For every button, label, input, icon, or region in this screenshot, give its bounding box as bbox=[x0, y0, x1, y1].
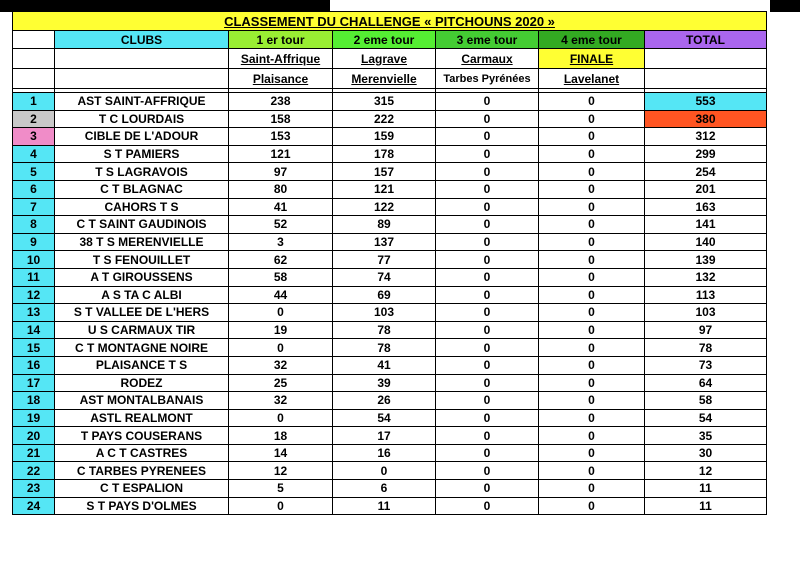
rank-cell: 22 bbox=[13, 462, 55, 480]
total-header: TOTAL bbox=[645, 31, 767, 49]
tour2-score-cell: 39 bbox=[333, 374, 436, 392]
tour2-score-cell: 54 bbox=[333, 409, 436, 427]
tour4-score-cell: 0 bbox=[539, 339, 645, 357]
rank-header-cell bbox=[13, 31, 55, 49]
tour2-score-cell: 0 bbox=[333, 462, 436, 480]
table-row bbox=[13, 268, 767, 286]
tour1-score-cell: 158 bbox=[229, 110, 333, 128]
tour2-score-cell: 77 bbox=[333, 251, 436, 269]
tour4-score-cell: 0 bbox=[539, 462, 645, 480]
rank-cell: 12 bbox=[13, 286, 55, 304]
total-score-cell: 64 bbox=[645, 374, 767, 392]
tour1-header: 1 er tour bbox=[229, 31, 333, 49]
table-row bbox=[13, 462, 767, 480]
total-score-cell: 113 bbox=[645, 286, 767, 304]
tour4-score-cell: 0 bbox=[539, 145, 645, 163]
club-name-cell: A S TA C ALBI bbox=[55, 286, 229, 304]
total-score-cell: 11 bbox=[645, 497, 767, 515]
tour3-score-cell: 0 bbox=[436, 216, 539, 234]
tour1-score-cell: 121 bbox=[229, 145, 333, 163]
tour3-score-cell: 0 bbox=[436, 145, 539, 163]
tour2-header: 2 eme tour bbox=[333, 31, 436, 49]
tour1-score-cell: 238 bbox=[229, 93, 333, 111]
tour2-score-cell: 103 bbox=[333, 304, 436, 322]
club-name-cell: C T MONTAGNE NOIRE bbox=[55, 339, 229, 357]
total-score-cell: 132 bbox=[645, 268, 767, 286]
tour1-score-cell: 52 bbox=[229, 216, 333, 234]
tour3-score-cell: 0 bbox=[436, 128, 539, 146]
table-row bbox=[13, 497, 767, 515]
tour3-score-cell: 0 bbox=[436, 233, 539, 251]
tour1-score-cell: 12 bbox=[229, 462, 333, 480]
clubs-header: CLUBS bbox=[55, 31, 229, 49]
tour3-score-cell: 0 bbox=[436, 480, 539, 498]
tour1-score-cell: 25 bbox=[229, 374, 333, 392]
total-score-cell: 139 bbox=[645, 251, 767, 269]
rank-cell: 8 bbox=[13, 216, 55, 234]
tour1-score-cell: 0 bbox=[229, 304, 333, 322]
tour2-score-cell: 137 bbox=[333, 233, 436, 251]
club-name-cell: T S FENOUILLET bbox=[55, 251, 229, 269]
tour1-score-cell: 80 bbox=[229, 180, 333, 198]
total-score-cell: 12 bbox=[645, 462, 767, 480]
tour4-score-cell: 0 bbox=[539, 128, 645, 146]
table-row bbox=[13, 163, 767, 181]
total-score-cell: 553 bbox=[645, 93, 767, 111]
tour3-score-cell: 0 bbox=[436, 163, 539, 181]
rank-cell: 15 bbox=[13, 339, 55, 357]
club-name-cell: PLAISANCE T S bbox=[55, 356, 229, 374]
table-row bbox=[13, 93, 767, 111]
tour3-score-cell: 0 bbox=[436, 462, 539, 480]
club-name-cell: C T BLAGNAC bbox=[55, 180, 229, 198]
rank-cell: 10 bbox=[13, 251, 55, 269]
venue-row-2 bbox=[13, 69, 767, 89]
total-score-cell: 30 bbox=[645, 444, 767, 462]
club-name-cell: A T GIROUSSENS bbox=[55, 268, 229, 286]
tour4-score-cell: 0 bbox=[539, 286, 645, 304]
table-row bbox=[13, 356, 767, 374]
rank-cell: 23 bbox=[13, 480, 55, 498]
venue-row-1 bbox=[13, 49, 767, 69]
tour1-venue-1: Saint-Affrique bbox=[229, 49, 333, 69]
rank-cell: 21 bbox=[13, 444, 55, 462]
club-name-cell: AST MONTALBANAIS bbox=[55, 392, 229, 410]
table-row bbox=[13, 180, 767, 198]
table-row bbox=[13, 304, 767, 322]
tour3-score-cell: 0 bbox=[436, 268, 539, 286]
club-name-cell: S T PAMIERS bbox=[55, 145, 229, 163]
tour3-score-cell: 0 bbox=[436, 321, 539, 339]
tour3-score-cell: 0 bbox=[436, 286, 539, 304]
tour1-score-cell: 18 bbox=[229, 427, 333, 445]
tour4-score-cell: 0 bbox=[539, 251, 645, 269]
tour4-score-cell: 0 bbox=[539, 409, 645, 427]
tour1-score-cell: 153 bbox=[229, 128, 333, 146]
rank-cell: 14 bbox=[13, 321, 55, 339]
total-score-cell: 140 bbox=[645, 233, 767, 251]
table-row bbox=[13, 427, 767, 445]
tour2-venue-2: Merenvielle bbox=[333, 69, 436, 89]
tour2-venue-1: Lagrave bbox=[333, 49, 436, 69]
table-row bbox=[13, 128, 767, 146]
total-score-cell: 299 bbox=[645, 145, 767, 163]
total-score-cell: 97 bbox=[645, 321, 767, 339]
tour2-score-cell: 74 bbox=[333, 268, 436, 286]
total-score-cell: 312 bbox=[645, 128, 767, 146]
tour4-score-cell: 0 bbox=[539, 480, 645, 498]
tour4-score-cell: 0 bbox=[539, 93, 645, 111]
tour2-score-cell: 89 bbox=[333, 216, 436, 234]
tour3-score-cell: 0 bbox=[436, 251, 539, 269]
rank-cell: 3 bbox=[13, 128, 55, 146]
table-row bbox=[13, 374, 767, 392]
table-row bbox=[13, 233, 767, 251]
table-row bbox=[13, 480, 767, 498]
table-row bbox=[13, 321, 767, 339]
total-score-cell: 254 bbox=[645, 163, 767, 181]
tour1-score-cell: 5 bbox=[229, 480, 333, 498]
rank-cell: 1 bbox=[13, 93, 55, 111]
tour2-score-cell: 315 bbox=[333, 93, 436, 111]
rank-cell: 20 bbox=[13, 427, 55, 445]
tour4-score-cell: 0 bbox=[539, 268, 645, 286]
rank-cell: 16 bbox=[13, 356, 55, 374]
tour2-score-cell: 122 bbox=[333, 198, 436, 216]
tour3-score-cell: 0 bbox=[436, 374, 539, 392]
tour2-score-cell: 222 bbox=[333, 110, 436, 128]
total-score-cell: 141 bbox=[645, 216, 767, 234]
tour2-score-cell: 41 bbox=[333, 356, 436, 374]
club-name-cell: T S LAGRAVOIS bbox=[55, 163, 229, 181]
tour2-score-cell: 6 bbox=[333, 480, 436, 498]
tour4-score-cell: 0 bbox=[539, 374, 645, 392]
tour3-score-cell: 0 bbox=[436, 110, 539, 128]
tour2-score-cell: 16 bbox=[333, 444, 436, 462]
header-row bbox=[13, 31, 767, 49]
tour1-venue-2: Plaisance bbox=[229, 69, 333, 89]
total-score-cell: 201 bbox=[645, 180, 767, 198]
tour1-score-cell: 3 bbox=[229, 233, 333, 251]
rank-cell: 6 bbox=[13, 180, 55, 198]
total-score-cell: 380 bbox=[645, 110, 767, 128]
tour4-header: 4 eme tour bbox=[539, 31, 645, 49]
tour4-score-cell: 0 bbox=[539, 321, 645, 339]
rank-cell: 17 bbox=[13, 374, 55, 392]
tour3-venue-1: Carmaux bbox=[436, 49, 539, 69]
club-name-cell: C TARBES PYRENEES bbox=[55, 462, 229, 480]
table-title: CLASSEMENT DU CHALLENGE « PITCHOUNS 2020 » bbox=[13, 12, 767, 31]
tour2-score-cell: 159 bbox=[333, 128, 436, 146]
tour3-score-cell: 0 bbox=[436, 444, 539, 462]
tour1-score-cell: 0 bbox=[229, 409, 333, 427]
tour4-score-cell: 0 bbox=[539, 427, 645, 445]
club-name-cell: S T VALLEE DE L'HERS bbox=[55, 304, 229, 322]
club-name-cell: CIBLE DE L'ADOUR bbox=[55, 128, 229, 146]
tour1-score-cell: 32 bbox=[229, 356, 333, 374]
rank-cell: 2 bbox=[13, 110, 55, 128]
title-row bbox=[13, 12, 767, 31]
table-row bbox=[13, 145, 767, 163]
table-row bbox=[13, 339, 767, 357]
club-name-cell: U S CARMAUX TIR bbox=[55, 321, 229, 339]
club-name-cell: AST SAINT-AFFRIQUE bbox=[55, 93, 229, 111]
tour4-score-cell: 0 bbox=[539, 233, 645, 251]
rank-cell: 9 bbox=[13, 233, 55, 251]
tour4-score-cell: 0 bbox=[539, 180, 645, 198]
tour4-score-cell: 0 bbox=[539, 198, 645, 216]
club-name-cell: CAHORS T S bbox=[55, 198, 229, 216]
tour2-score-cell: 78 bbox=[333, 321, 436, 339]
tour3-score-cell: 0 bbox=[436, 93, 539, 111]
tour1-score-cell: 62 bbox=[229, 251, 333, 269]
table-row bbox=[13, 409, 767, 427]
rank-cell: 7 bbox=[13, 198, 55, 216]
tour1-score-cell: 58 bbox=[229, 268, 333, 286]
tour4-score-cell: 0 bbox=[539, 444, 645, 462]
tour4-venue-1: FINALE bbox=[539, 49, 645, 69]
tour4-venue-2: Lavelanet bbox=[539, 69, 645, 89]
tour3-score-cell: 0 bbox=[436, 497, 539, 515]
tour2-score-cell: 69 bbox=[333, 286, 436, 304]
table-row bbox=[13, 251, 767, 269]
total-score-cell: 35 bbox=[645, 427, 767, 445]
total-score-cell: 163 bbox=[645, 198, 767, 216]
club-name-cell: ASTL REALMONT bbox=[55, 409, 229, 427]
club-name-cell: RODEZ bbox=[55, 374, 229, 392]
total-score-cell: 54 bbox=[645, 409, 767, 427]
tour4-score-cell: 0 bbox=[539, 304, 645, 322]
tour3-score-cell: 0 bbox=[436, 198, 539, 216]
table-row bbox=[13, 216, 767, 234]
tour4-score-cell: 0 bbox=[539, 356, 645, 374]
ranking-table bbox=[12, 11, 767, 515]
tour3-score-cell: 0 bbox=[436, 180, 539, 198]
table-row bbox=[13, 392, 767, 410]
tour2-score-cell: 11 bbox=[333, 497, 436, 515]
tour1-score-cell: 41 bbox=[229, 198, 333, 216]
tour3-score-cell: 0 bbox=[436, 356, 539, 374]
rank-cell: 18 bbox=[13, 392, 55, 410]
tour4-score-cell: 0 bbox=[539, 163, 645, 181]
rank-cell: 24 bbox=[13, 497, 55, 515]
club-name-cell: A C T CASTRES bbox=[55, 444, 229, 462]
tour1-score-cell: 0 bbox=[229, 497, 333, 515]
tour1-score-cell: 97 bbox=[229, 163, 333, 181]
tour3-header: 3 eme tour bbox=[436, 31, 539, 49]
club-name-cell: S T PAYS D'OLMES bbox=[55, 497, 229, 515]
tour2-score-cell: 157 bbox=[333, 163, 436, 181]
table-row bbox=[13, 286, 767, 304]
total-score-cell: 73 bbox=[645, 356, 767, 374]
tour3-score-cell: 0 bbox=[436, 427, 539, 445]
rank-cell: 19 bbox=[13, 409, 55, 427]
club-name-cell: T PAYS COUSERANS bbox=[55, 427, 229, 445]
table-row bbox=[13, 444, 767, 462]
tour4-score-cell: 0 bbox=[539, 392, 645, 410]
total-score-cell: 78 bbox=[645, 339, 767, 357]
club-name-cell: C T ESPALION bbox=[55, 480, 229, 498]
rank-cell: 4 bbox=[13, 145, 55, 163]
tour1-score-cell: 44 bbox=[229, 286, 333, 304]
tour4-score-cell: 0 bbox=[539, 110, 645, 128]
tour2-score-cell: 17 bbox=[333, 427, 436, 445]
tour3-venue-2: Tarbes Pyrénées bbox=[436, 69, 539, 89]
tour2-score-cell: 26 bbox=[333, 392, 436, 410]
tour1-score-cell: 32 bbox=[229, 392, 333, 410]
table-row bbox=[13, 198, 767, 216]
tour3-score-cell: 0 bbox=[436, 392, 539, 410]
tour4-score-cell: 0 bbox=[539, 497, 645, 515]
tour1-score-cell: 14 bbox=[229, 444, 333, 462]
club-name-cell: T C LOURDAIS bbox=[55, 110, 229, 128]
tour2-score-cell: 178 bbox=[333, 145, 436, 163]
tour2-score-cell: 121 bbox=[333, 180, 436, 198]
rank-cell: 11 bbox=[13, 268, 55, 286]
rank-cell: 13 bbox=[13, 304, 55, 322]
tour4-score-cell: 0 bbox=[539, 216, 645, 234]
rank-cell: 5 bbox=[13, 163, 55, 181]
tour3-score-cell: 0 bbox=[436, 409, 539, 427]
total-score-cell: 11 bbox=[645, 480, 767, 498]
tour2-score-cell: 78 bbox=[333, 339, 436, 357]
tour1-score-cell: 19 bbox=[229, 321, 333, 339]
total-score-cell: 103 bbox=[645, 304, 767, 322]
club-name-cell: C T SAINT GAUDINOIS bbox=[55, 216, 229, 234]
tour3-score-cell: 0 bbox=[436, 304, 539, 322]
tour3-score-cell: 0 bbox=[436, 339, 539, 357]
tour1-score-cell: 0 bbox=[229, 339, 333, 357]
club-name-cell: 38 T S MERENVIELLE bbox=[55, 233, 229, 251]
table-row bbox=[13, 110, 767, 128]
total-score-cell: 58 bbox=[645, 392, 767, 410]
